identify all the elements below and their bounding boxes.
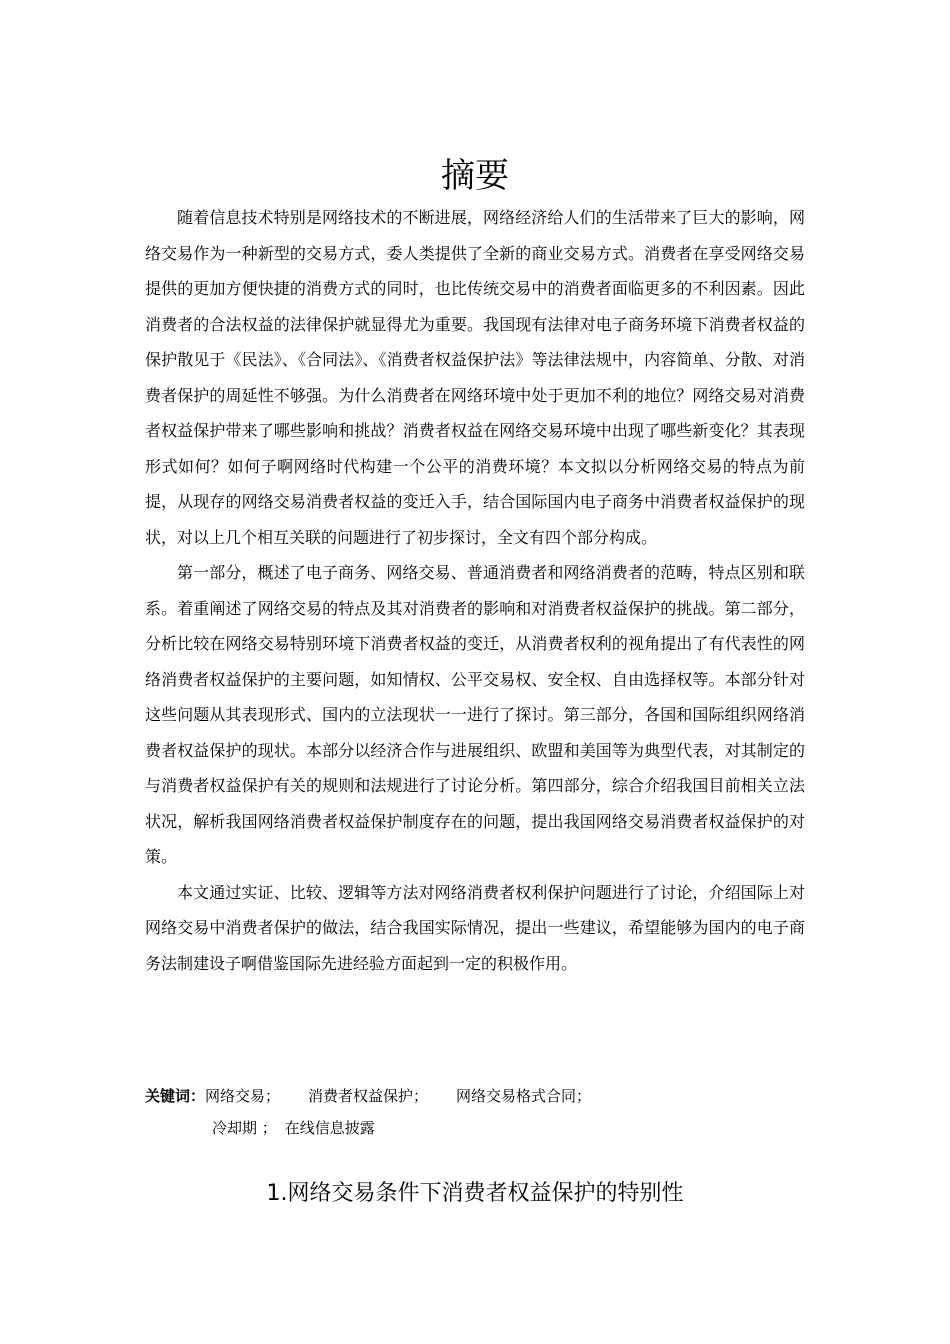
keyword-item: 冷却期 ；: [212, 1119, 277, 1137]
keyword-item: 网络交易格式合同；: [456, 1087, 592, 1105]
keyword-item: 消费者权益保护；: [308, 1087, 429, 1105]
abstract-body: [145, 200, 805, 981]
keywords-block: [145, 1080, 825, 1144]
section-heading: 1.网络交易条件下消费者权益保护的特别性: [266, 1181, 684, 1206]
keyword-item: 在线信息披露: [284, 1119, 375, 1137]
keywords-label: 关键词：: [145, 1087, 206, 1105]
keywords-row-1: [145, 1080, 825, 1112]
abstract-paragraph-1: 随着信息技术特别是网络技术的不断进展，网络经济给人们的生活带来了巨大的影响，网络交易作为一种新型的交易方式，委人类提供了全新的商业交易方式。消费者在享受网络交易提供的更加方便快捷的消费方式的同时，也比传统交易中的消费者面临更多的不利因素。因此消费者的合法权益的法律保护就显得尤为重要。我国现有法律对电子商务环境下消费者权益的保护散见于《民法》、《合同法》、《消费者权益保护法》等法律法规中，内容简单、分散、对消费者保护的周延性不够强。为什么消费者在网络环境中处于更加不利的地位？网络交易对消费者权益保护带来了哪些影响和挑战？消费者权益在网络交易环境中出现了哪些新变化？其表现形式如何？如何子啊网络时代构建一个公平的消费环境？本文拟以分析网络交易的特点为前提，从现存的网络交易消费者权益的变迁入手，结合国际国内电子商务中消费者权益保护的现状，对以上几个相互关联的问题进行了初步探讨，全文有四个部分构成。: [145, 208, 805, 547]
keywords-row-2: [145, 1112, 825, 1144]
keyword-item: 网络交易；: [205, 1087, 281, 1105]
page-title: 摘要: [441, 156, 509, 196]
abstract-paragraph-2: 第一部分，概述了电子商务、网络交易、普通消费者和网络消费者的范畴，特点区别和联系。着重阐述了网络交易的特点及其对消费者的影响和对消费者权益保护的挑战。第二部分，分析比较在网络交易特别环境下消费者权益的变迁，从消费者权利的视角提出了有代表性的网络消费者权益保护的主要问题，如知情权、公平交易权、安全权、自由选择权等。本部分针对这些问题从其表现形式、国内的立法现状一一进行了探讨。第三部分，各国和国际组织网络消费者权益保护的现状。本部分以经济合作与进展组织、欧盟和美国等为典型代表，对其制定的与消费者权益保护有关的规则和法规进行了讨论分析。第四部分，综合介绍我国目前相关立法状况，解析我国网络消费者权益保护制度存在的问题，提出我国网络交易消费者权益保护的对策。: [145, 563, 805, 866]
abstract-paragraph-3: 本文通过实证、比较、逻辑等方法对网络消费者权利保护问题进行了讨论，介绍国际上对网络交易中消费者保护的做法，结合我国实际情况，提出一些建议，希望能够为国内的电子商务法制建设子啊借鉴国际先进经验方面起到一定的积极作用。: [145, 882, 805, 973]
